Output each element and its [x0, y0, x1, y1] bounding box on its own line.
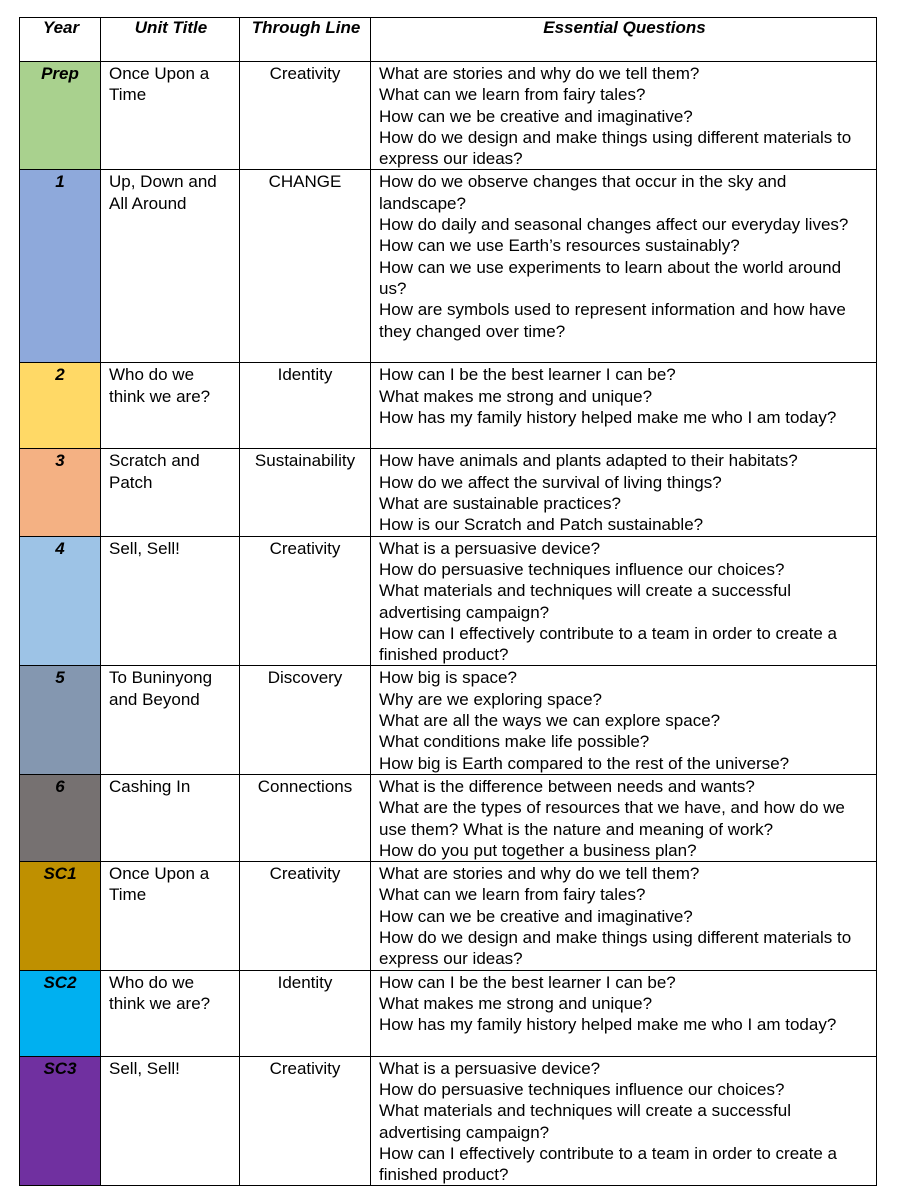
- essential-question: What is a persuasive device?: [379, 538, 601, 558]
- unit-title-cell: Who do we think we are?: [101, 363, 240, 449]
- essential-question: What are the types of resources that we have, and how do we use them? What is the nature and meaning of work?: [379, 798, 845, 839]
- essential-question: How do daily and seasonal changes affect our everyday lives?: [379, 215, 849, 235]
- table-row: [20, 536, 877, 666]
- essential-question: How is our Scratch and Patch sustainable?: [379, 515, 704, 535]
- essential-question: How do we design and make things using different materials to express our ideas?: [379, 928, 852, 969]
- through-line-cell: Identity: [240, 970, 371, 1056]
- essential-question: What are stories and why do we tell them?: [379, 864, 700, 884]
- unit-title-cell: To Buninyong and Beyond: [101, 666, 240, 774]
- essential-question: How do we observe changes that occur in the sky and landscape?: [379, 172, 787, 213]
- essential-question: How do persuasive techniques influence our choices?: [379, 559, 785, 579]
- essential-question: What are all the ways we can explore space?: [379, 711, 721, 731]
- table-row: [20, 774, 877, 861]
- essential-question: What is a persuasive device?: [379, 1058, 601, 1078]
- through-line-cell: Identity: [240, 363, 371, 449]
- essential-questions-cell: [371, 862, 877, 970]
- table-row: [20, 449, 877, 536]
- essential-question: How can I be the best learner I can be?: [379, 365, 676, 385]
- essential-question: How can I effectively contribute to a team in order to create a finished product?: [379, 623, 837, 665]
- table-row: [20, 363, 877, 449]
- unit-title-cell: Once Upon a Time: [101, 862, 240, 970]
- table-body: [20, 62, 877, 1186]
- essential-question: What materials and techniques will create a successful advertising campaign?: [379, 1101, 791, 1142]
- essential-question: What can we learn from fairy tales?: [379, 85, 646, 105]
- essential-question: How do we design and make things using different materials to express our ideas?: [379, 127, 852, 169]
- essential-question: What can we learn from fairy tales?: [379, 885, 646, 905]
- through-line-cell: Creativity: [240, 536, 371, 666]
- essential-question: What are stories and why do we tell them?: [379, 64, 700, 83]
- essential-question: How can I effectively contribute to a team in order to create a finished product?: [379, 1143, 837, 1185]
- essential-question: What are sustainable practices?: [379, 494, 621, 514]
- essential-question: How big is space?: [379, 668, 517, 688]
- unit-title-cell: Who do we think we are?: [101, 970, 240, 1056]
- essential-questions-cell: [371, 536, 877, 666]
- year-cell: 5: [20, 666, 101, 774]
- year-cell: SC1: [20, 862, 101, 970]
- through-line-cell: Connections: [240, 774, 371, 861]
- essential-question: How do you put together a business plan?: [379, 840, 697, 860]
- year-cell: SC3: [20, 1056, 101, 1186]
- essential-question: What makes me strong and unique?: [379, 993, 653, 1013]
- essential-questions-cell: [371, 449, 877, 536]
- essential-question: How do persuasive techniques influence our choices?: [379, 1079, 785, 1099]
- year-cell: 4: [20, 536, 101, 666]
- through-line-column-header: Through Line: [240, 18, 371, 62]
- essential-questions-cell: [371, 62, 877, 170]
- essential-question: How has my family history helped make me who I am today?: [379, 408, 837, 428]
- essential-question: Why are we exploring space?: [379, 689, 603, 709]
- through-line-cell: CHANGE: [240, 170, 371, 363]
- essential-questions-cell: [371, 363, 877, 449]
- table-row: [20, 62, 877, 170]
- essential-question: How can we use experiments to learn about the world around us?: [379, 257, 842, 298]
- essential-question: How do we affect the survival of living things?: [379, 472, 722, 492]
- header-row: [20, 18, 877, 62]
- essential-question: What materials and techniques will create a successful advertising campaign?: [379, 581, 791, 622]
- year-cell: Prep: [20, 62, 101, 170]
- essential-question: How can we be creative and imaginative?: [379, 106, 693, 126]
- through-line-cell: Sustainability: [240, 449, 371, 536]
- essential-question: How can I be the best learner I can be?: [379, 972, 676, 992]
- essential-question: How are symbols used to represent information and how have they changed over time?: [379, 300, 846, 341]
- year-column-header: Year: [20, 18, 101, 62]
- essential-question: How big is Earth compared to the rest of the universe?: [379, 753, 790, 773]
- essential-questions-cell: [371, 170, 877, 363]
- unit-title-cell: Once Upon a Time: [101, 62, 240, 170]
- year-cell: 2: [20, 363, 101, 449]
- year-cell: SC2: [20, 970, 101, 1056]
- table-row: [20, 1056, 877, 1186]
- year-cell: 3: [20, 449, 101, 536]
- essential-question: How can we use Earth’s resources sustainably?: [379, 236, 740, 256]
- essential-questions-cell: [371, 1056, 877, 1186]
- year-cell: 1: [20, 170, 101, 363]
- unit-title-cell: Cashing In: [101, 774, 240, 861]
- year-cell: 6: [20, 774, 101, 861]
- unit-title-cell: Sell, Sell!: [101, 1056, 240, 1186]
- through-line-cell: Discovery: [240, 666, 371, 774]
- essential-questions-cell: [371, 970, 877, 1056]
- through-line-cell: Creativity: [240, 1056, 371, 1186]
- unit-title-cell: Up, Down and All Around: [101, 170, 240, 363]
- through-line-cell: Creativity: [240, 862, 371, 970]
- through-line-cell: Creativity: [240, 62, 371, 170]
- essential-questions-column-header: Essential Questions: [371, 18, 877, 62]
- essential-questions-cell: [371, 774, 877, 861]
- table-row: [20, 666, 877, 774]
- essential-question: What is the difference between needs and wants?: [379, 776, 755, 796]
- essential-questions-cell: [371, 666, 877, 774]
- essential-question: What makes me strong and unique?: [379, 386, 653, 406]
- curriculum-table: [19, 17, 877, 1186]
- table-row: [20, 862, 877, 970]
- table-row: [20, 170, 877, 363]
- unit-title-cell: Sell, Sell!: [101, 536, 240, 666]
- unit-title-column-header: Unit Title: [101, 18, 240, 62]
- table-row: [20, 970, 877, 1056]
- essential-question: How have animals and plants adapted to their habitats?: [379, 451, 798, 471]
- unit-title-cell: Scratch and Patch: [101, 449, 240, 536]
- table-header: [20, 18, 877, 62]
- essential-question: What conditions make life possible?: [379, 732, 650, 752]
- essential-question: How can we be creative and imaginative?: [379, 906, 693, 926]
- essential-question: How has my family history helped make me who I am today?: [379, 1015, 837, 1035]
